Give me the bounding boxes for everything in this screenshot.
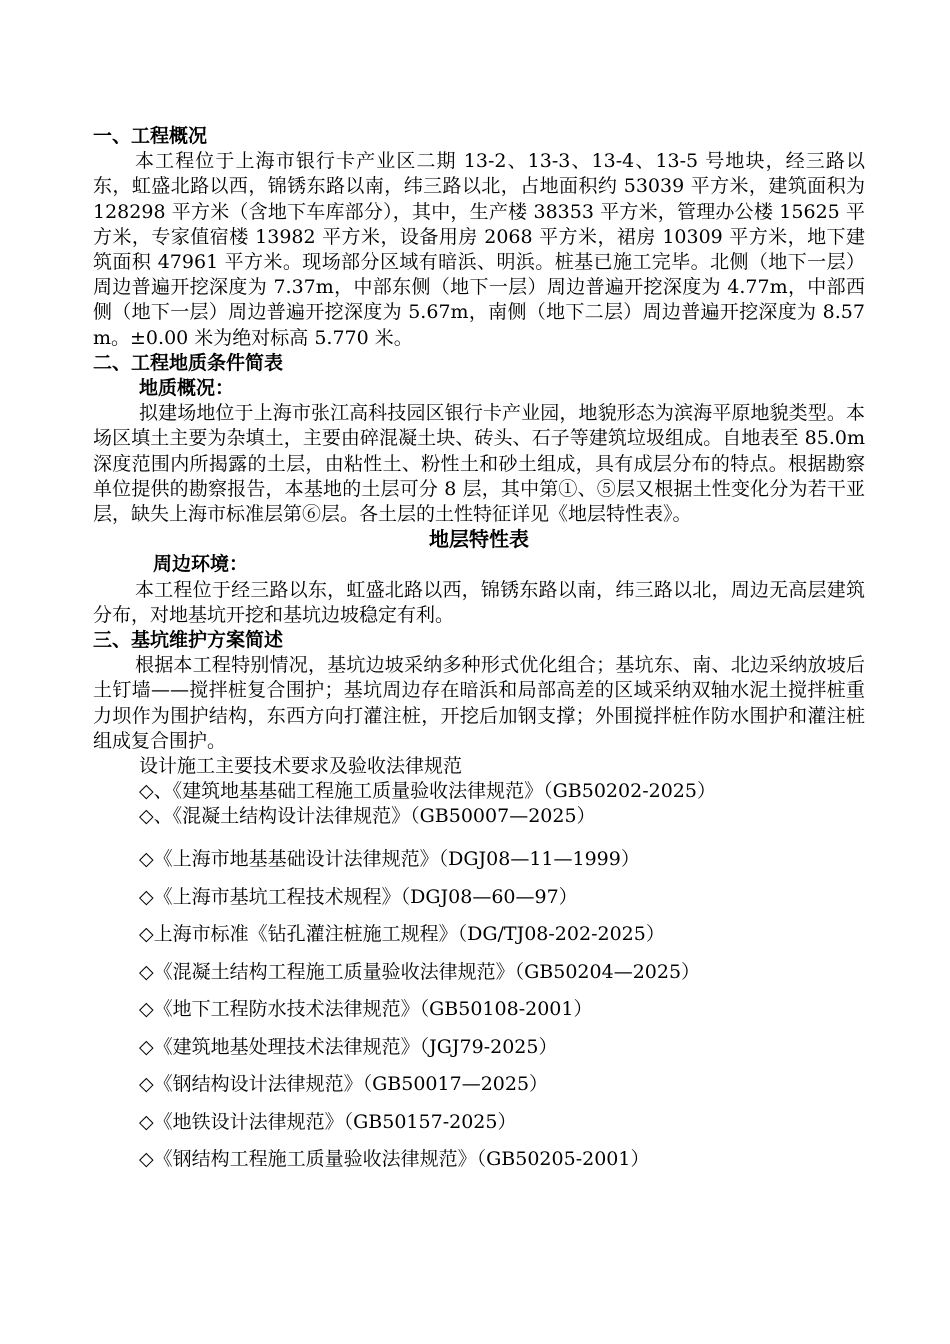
standard-item: ◇《建筑地基处理技术法律规范》（JGJ79-2025） bbox=[139, 1035, 558, 1058]
geology-paragraph: 拟建场地位于上海市张江高科技园区银行卡产业园，地貌形态为滨海平原地貌类型。本场区填土主要为杂填土，主要由碎混凝土块、砖头、石子等建筑垃圾组成。自地表至 85.0m 深度范围内所揭露的土层，由粘性土、粉性土和砂土组成，具有成层分布的特点。根据勘察单位提供的勘察报告，本基地的土层可分 8 层，其中第①、⑤层又根据土性变化分为若干亚层，缺失上海市标准层第⑥层。各土层的土性特征详见《地层特性表》。 bbox=[93, 402, 865, 526]
strata-table-title: 地层特性表 bbox=[429, 527, 529, 552]
standard-item: ◇《混凝土结构工程施工质量验收法律规范》（GB50204—2025） bbox=[139, 960, 701, 983]
environment-heading: 周边环境： bbox=[153, 553, 249, 576]
section-1-title: 一、工程概况 bbox=[93, 125, 208, 147]
document-page bbox=[93, 124, 865, 1179]
standard-item: ◇、《混凝土结构设计法律规范》（GB50007—2025） bbox=[139, 805, 596, 828]
section-3-paragraph: 根据本工程特别情况，基坑边坡采纳多种形式优化组合；基坑东、南、北边采纳放坡后土钉墙——搅拌桩复合围护；基坑周边存在暗浜和局部高差的区域采纳双轴水泥土搅拌桩重力坝作为围护结构，东西方向打灌注桩，开挖后加钢支撑；外围搅拌桩作防水围护和灌注桩组成复合围护。 bbox=[93, 654, 865, 752]
standard-item: ◇、《建筑地基基础工程施工质量验收法律规范》（GB50202-2025） bbox=[139, 780, 716, 803]
standards-list bbox=[93, 779, 865, 1179]
environment-paragraph: 本工程位于经三路以东，虹盛北路以西，锦锈东路以南，纬三路以北，周边无高层建筑分布，对地基坑开挖和基坑边坡稳定有利。 bbox=[93, 578, 865, 626]
standard-item: ◇《上海市地基基础设计法律规范》（DGJ08—11—1999） bbox=[139, 848, 640, 871]
geology-heading: 地质概况： bbox=[139, 377, 235, 400]
standard-item: ◇《上海市基坑工程技术规程》（DGJ08—60—97） bbox=[139, 885, 578, 908]
standard-item: ◇上海市标准《钻孔灌注桩施工规程》（DG/TJ08-202-2025） bbox=[139, 923, 665, 946]
standard-item: ◇《地下工程防水技术法律规范》（GB50108-2001） bbox=[139, 998, 593, 1021]
section-2-title: 二、工程地质条件简表 bbox=[93, 351, 284, 374]
standard-item: ◇《钢结构工程施工质量验收法律规范》（GB50205-2001） bbox=[139, 1148, 650, 1171]
standard-item: ◇《钢结构设计法律规范》（GB50017—2025） bbox=[139, 1073, 549, 1096]
requirements-line: 设计施工主要技术要求及验收法律规范 bbox=[139, 755, 463, 778]
section-3-title: 三、基坑维护方案简述 bbox=[93, 629, 284, 652]
standard-item: ◇《地铁设计法律规范》（GB50157-2025） bbox=[139, 1110, 517, 1133]
section-1-paragraph: 本工程位于上海市银行卡产业区二期 13-2、13-3、13-4、13-5 号地块，经三路以东，虹盛北路以西，锦锈东路以南，纬三路以北，占地面积约 53039 平方米，建筑面积为 128298 平方米（含地下车库部分），其中，生产楼 38353 平方米，管理办公楼 15625 平方米，专家值宿楼 13982 平方米，设备用房 2068 平方米，裙房 10309 平方米，地下建筑面积 47961 平方米。现场部分区域有暗浜、明浜。桩基已施工完毕。北侧（地下一层）周边普遍开挖深度为 7.37m，中部东侧（地下一层）周边普遍开挖深度为 4.77m，中部西侧（地下一层）周边普遍开挖深度为 5.67m，南侧（地下二层）周边普遍开挖深度为 8.57m。±0.00 米为绝对标高 5.770 米。 bbox=[93, 150, 865, 349]
